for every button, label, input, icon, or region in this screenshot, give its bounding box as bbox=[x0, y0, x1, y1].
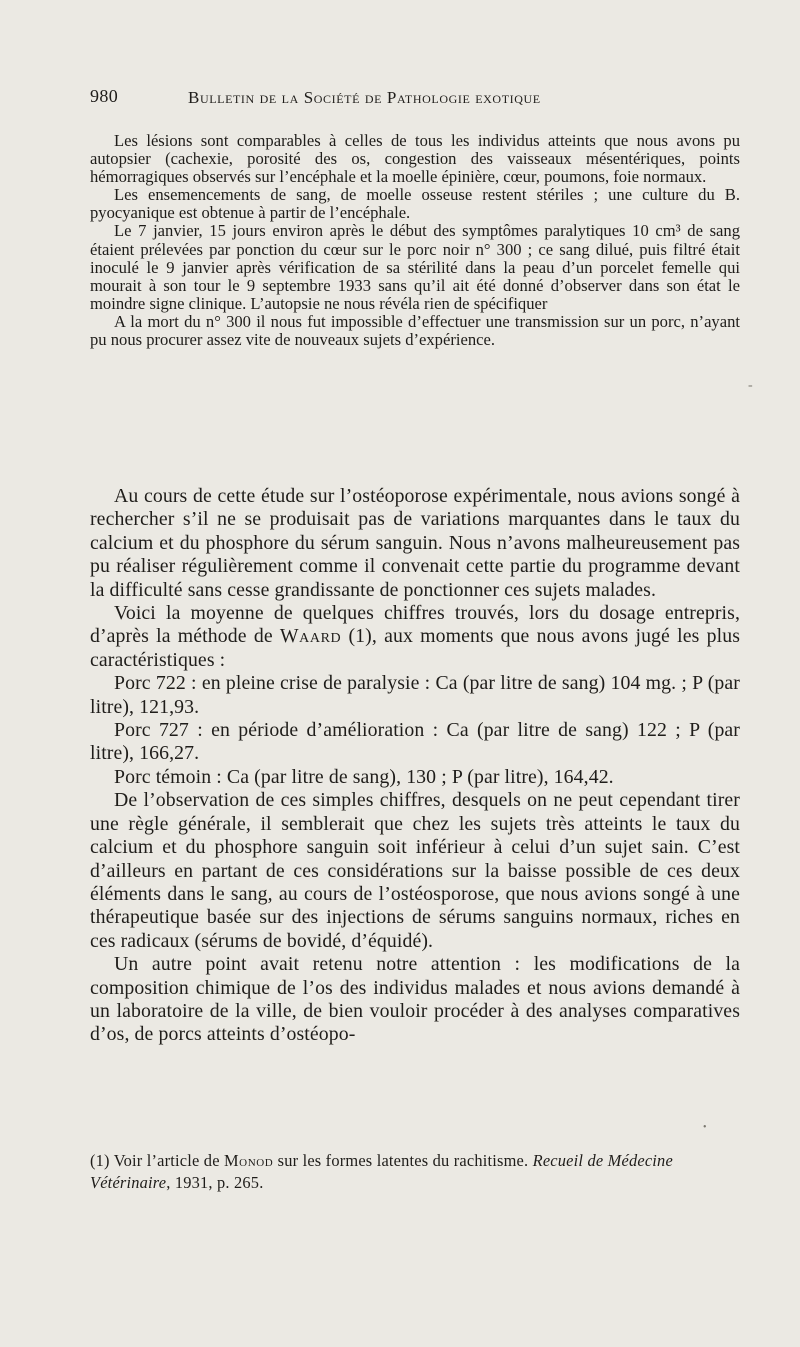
footnote bbox=[90, 1150, 740, 1194]
paragraph-transmission: A la mort du n° 300 il nous fut impossible d’effectuer une transmission sur un porc, n’ayant pu nous procurer assez vite de nouveaux sujets d’expérience. bbox=[90, 311, 740, 350]
paragraph-cultures: Les ensemencements de sang, de moelle osseuse restent stériles ; une culture du B. pyocyanique est obtenue à partir de l’encéphale. bbox=[90, 185, 740, 223]
footnote-marker: (1) bbox=[90, 1151, 110, 1170]
footnote-text-a: Voir l’article de bbox=[109, 1151, 224, 1170]
paragraph-porc-temoin: Porc témoin : Ca (par litre de sang), 130 ; P (par litre), 164,42. bbox=[114, 765, 614, 788]
footnote-author: Monod bbox=[223, 1151, 274, 1170]
method-text-before: Voici la moyenne de quelques chiffres trouvés, lors du dosage entrepris, d’après la méthode de bbox=[90, 602, 740, 648]
case-report-section bbox=[90, 132, 740, 349]
paragraph-lesions: Les lésions sont comparables à celles de tous les individus atteints que nous avons pu autopsier (cachexie, porosité des os, congestion des vaisseaux mésentériques, points hémorragiques observés sur l’encéphale et la moelle épinière, cœur, poumons, foie normaux. bbox=[90, 131, 740, 187]
calcium-phosphorus-section bbox=[90, 485, 740, 1047]
footnote-text-c: , 1931, p. 265. bbox=[166, 1173, 264, 1192]
author-waard: Waard bbox=[279, 625, 342, 648]
ink-dot: • bbox=[703, 1122, 707, 1133]
method-text-after: (1), aux moments que nous avons jugé les plus caractéristiques : bbox=[90, 625, 740, 671]
margin-mark: - bbox=[748, 378, 753, 393]
paragraph-porc-722: Porc 722 : en pleine crise de paralysie : Ca (par litre de sang) 104 mg. ; P (par litre), 121,93. bbox=[90, 672, 740, 718]
footnote-source: Recueil de Médecine Vétérinaire bbox=[90, 1151, 673, 1192]
paragraph-observation: De l’observation de ces simples chiffres, desquels on ne peut cependant tirer une règle générale, il semblerait que chez les sujets très atteints le taux du calcium et du phosphore sanguin soit inférieur à celui d’un sujet sain. C’est d’ailleurs en partant de ces considérations sur la baisse possible de ces deux éléments dans le sang, au cours de l’ostéosporose, que nous avions songé à une thérapeutique basée sur des injections de sérums sanguins normaux, riches en ces radicaux (sérums de bovidé, d’équidé). bbox=[90, 789, 740, 952]
paragraph-method bbox=[90, 602, 740, 672]
paragraph-osteoporosis-study: Au cours de cette étude sur l’ostéoporose expérimentale, nous avions songé à rechercher s’il ne se produisait pas de variations marquantes dans le taux du calcium et du phosphore du sérum sanguin. Nous n’avons malheureusement pas pu réaliser régulièrement comme il convenait cette partie du programme devant la difficulté sans cesse grandissante de ponctionner ces sujets malades. bbox=[90, 485, 740, 601]
paragraph-bone-analysis: Un autre point avait retenu notre attention : les modifications de la composition chimique de l’os des individus malades et nous avions demandé à un laboratoire de la ville, de bien vouloir procéder à des analyses comparatives d’os, de porcs atteints d’ostéopo- bbox=[90, 953, 740, 1046]
paragraph-porc-727: Porc 727 : en période d’amélioration : Ca (par litre de sang) 122 ; P (par litre), 166,27. bbox=[90, 719, 740, 765]
footnote-text-b: sur les formes latentes du rachitisme. bbox=[273, 1151, 533, 1170]
paragraph-inoculation: Le 7 janvier, 15 jours environ après le début des symptômes paralytiques 10 cm³ de sang étaient prélevées par ponction du cœur sur le porc noir n° 300 ; ce sang dilué, puis filtré était inoculé le 9 janvier après vérification de sa stérilité dans la peau d’un porcelet femelle qui mourait à son tour le 9 septembre 1933 sans qu’il ait été donné d’observer dans son état le moindre signe clinique. L’autopsie ne nous révéla rien de spécifiquer bbox=[90, 221, 740, 313]
page-number: 980 bbox=[90, 86, 119, 106]
journal-title: Bulletin de la Société de Pathologie exotique bbox=[188, 88, 541, 107]
